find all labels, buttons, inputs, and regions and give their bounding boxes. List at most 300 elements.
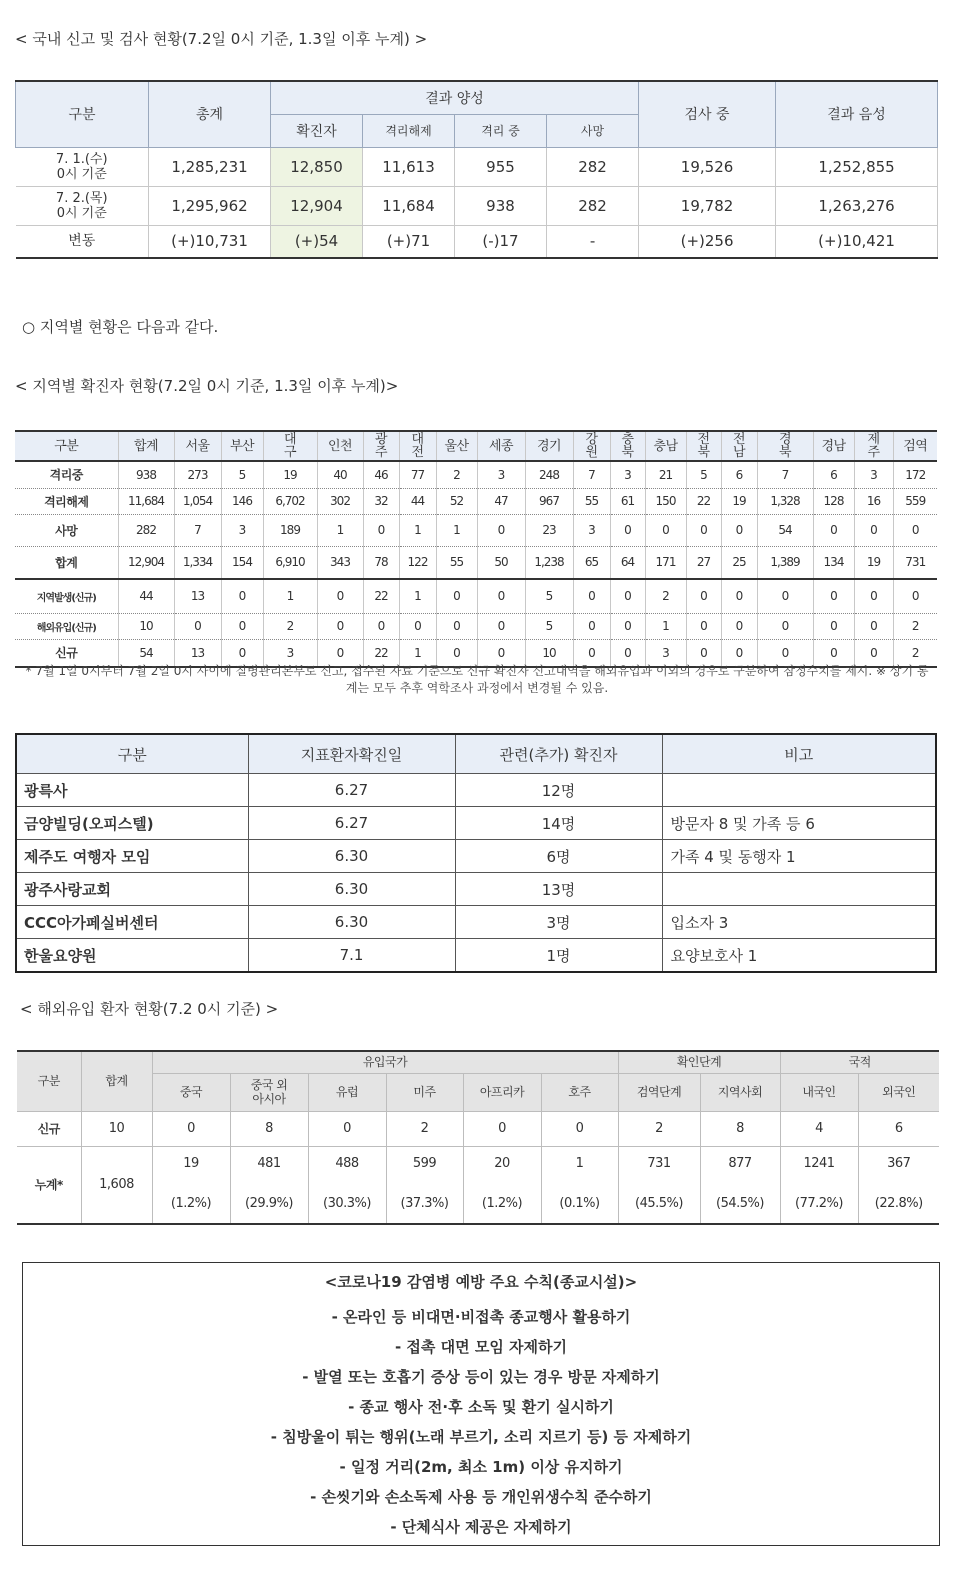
- table-cell: 0: [363, 514, 399, 546]
- table-cell: 1,238: [525, 546, 573, 579]
- table-cell: [152, 1146, 230, 1224]
- subheader: 검역단계: [618, 1073, 700, 1111]
- table-cell: 1: [317, 514, 363, 546]
- cell-confirmed: 12,850: [271, 147, 363, 186]
- table-cell: 273: [174, 461, 221, 488]
- table-cell: 5: [221, 461, 263, 488]
- prevention-rules-box: [22, 1262, 940, 1546]
- table-cell: 0: [757, 579, 813, 613]
- table-cell: 8: [230, 1111, 308, 1146]
- index-date: 6.30: [248, 906, 455, 939]
- table-cell: 1: [399, 514, 436, 546]
- cell-released: (+)71: [363, 225, 455, 258]
- table-cell: 55: [436, 546, 477, 579]
- table-cell: 4: [780, 1111, 858, 1146]
- remark: 요양보호사 1: [662, 939, 936, 973]
- table-cell: 10: [118, 613, 174, 639]
- prevention-rules-title: <코로나19 감염병 예방 주요 수칙(종교시설)>: [324, 1273, 638, 1291]
- table-cell: 0: [721, 613, 757, 639]
- cell-percent: (0.1%): [559, 1195, 600, 1211]
- header-region: 부산: [221, 431, 263, 461]
- header-region: 충 북: [610, 431, 645, 461]
- cell-total: (+)10,731: [149, 225, 271, 258]
- table-cell: 77: [399, 461, 436, 488]
- header-region: 전 북: [686, 431, 721, 461]
- prevention-rule: - 침방울이 튀는 행위(노래 부르기, 소리 지르기 등) 등 자제하기: [270, 1428, 692, 1446]
- table-cell: 0: [573, 613, 610, 639]
- row-label: 신규: [15, 639, 118, 667]
- table-cell: 6: [721, 461, 757, 488]
- table-cell: 7: [573, 461, 610, 488]
- table-cell: 5: [525, 613, 573, 639]
- table-cell: 0: [477, 613, 525, 639]
- subheader: 외국인: [858, 1073, 939, 1111]
- table-cell: 282: [118, 514, 174, 546]
- table-cell: 2: [618, 1111, 700, 1146]
- prevention-rule: - 손씻기와 손소독제 사용 등 개인위생수칙 준수하기: [310, 1488, 652, 1506]
- cell-testing: (+)256: [639, 225, 776, 258]
- cell-count: 599: [412, 1155, 437, 1171]
- index-date: 6.27: [248, 807, 455, 840]
- subheader: 아프리카: [463, 1073, 541, 1111]
- table-row: [15, 461, 937, 488]
- table-cell: [463, 1146, 541, 1224]
- table-cell: 3: [221, 514, 263, 546]
- footnote: * 7월 1일 0시부터 7월 2일 0시 사이에 질병관리본부로 신고, 접수된 자료 기준으로 신규 확진자 신고내역을 해외유입과 이외의 경우로 구분하여 잠정수치를 제시. ※ 상기 통계는 모두 추후 역학조사 과정에서 변경될 수 있음.: [25, 664, 929, 695]
- cluster-name: 한울요양원: [16, 939, 248, 973]
- table-cell: 128: [813, 488, 854, 514]
- table-cell: 19: [263, 461, 317, 488]
- header-nationality: 국적: [780, 1051, 939, 1073]
- cell-count: 481: [257, 1155, 281, 1171]
- remark: [662, 774, 936, 807]
- cell-total: 1,285,231: [149, 147, 271, 186]
- table-cell: 0: [686, 639, 721, 667]
- table-cell: 171: [645, 546, 686, 579]
- overseas-heading: < 해외유입 환자 현황(7.2 0시 기준) >: [20, 1000, 279, 1018]
- table-cell: 0: [363, 613, 399, 639]
- table-cell: 0: [813, 514, 854, 546]
- table-cell: 22: [363, 639, 399, 667]
- index-date: 6.30: [248, 840, 455, 873]
- table-cell: 44: [118, 579, 174, 613]
- cell-percent: (30.3%): [323, 1195, 371, 1211]
- subheader: 중국 외 아시아: [230, 1073, 308, 1111]
- cell-negative: (+)10,421: [776, 225, 938, 258]
- row-label: 합계: [15, 546, 118, 579]
- cell-percent: (77.2%): [795, 1195, 843, 1211]
- related-count: 6명: [455, 840, 662, 873]
- header-category: 구분: [15, 431, 118, 461]
- table-cell: 0: [317, 639, 363, 667]
- row-label: 신규: [17, 1111, 81, 1146]
- table-cell: [230, 1146, 308, 1224]
- table-cell: 0: [477, 639, 525, 667]
- table-cell: 0: [757, 613, 813, 639]
- table-cell: 1,334: [174, 546, 221, 579]
- table-cell: 19: [721, 488, 757, 514]
- header-region: 대 구: [263, 431, 317, 461]
- new-row: [17, 1111, 939, 1146]
- cell-count: 367: [887, 1155, 911, 1171]
- table-cell: 65: [573, 546, 610, 579]
- cell-count: 488: [335, 1155, 359, 1171]
- header-stage: 확인단계: [618, 1051, 780, 1073]
- table-cell: 1: [399, 579, 436, 613]
- table-cell: 19: [854, 546, 893, 579]
- table-cell: 189: [263, 514, 317, 546]
- table-cell: [618, 1146, 700, 1224]
- table-row: [15, 546, 937, 579]
- table-cell: 938: [118, 461, 174, 488]
- header-origin: 유입국가: [152, 1051, 618, 1073]
- table-cell: 5: [686, 461, 721, 488]
- header-deaths: 사망: [547, 114, 639, 147]
- table-cell: 0: [854, 514, 893, 546]
- table-cell: 6: [813, 461, 854, 488]
- header-category: 구분: [16, 734, 248, 774]
- table-cell: 0: [463, 1111, 541, 1146]
- table-cell: 2: [645, 579, 686, 613]
- cell-deaths: 282: [547, 147, 639, 186]
- table-row: [15, 488, 937, 514]
- table-cell: 52: [436, 488, 477, 514]
- header-region: 합계: [118, 431, 174, 461]
- table-cell: 47: [477, 488, 525, 514]
- table-cell: 2: [263, 613, 317, 639]
- table-cell: 3: [854, 461, 893, 488]
- table-cell: 27: [686, 546, 721, 579]
- table-cell: 0: [757, 639, 813, 667]
- table-row: [15, 613, 937, 639]
- cell-negative: 1,252,855: [776, 147, 938, 186]
- table-cell: 6,702: [263, 488, 317, 514]
- table-row: [15, 579, 937, 613]
- cell-confirmed: 12,904: [271, 186, 363, 225]
- header-category: 구분: [17, 1051, 81, 1111]
- table-cell: 0: [317, 579, 363, 613]
- table-cell: 0: [893, 579, 937, 613]
- remark: 가족 4 및 동행자 1: [662, 840, 936, 873]
- cell-percent: (37.3%): [400, 1195, 449, 1211]
- table-cell: [386, 1146, 463, 1224]
- cell-count: 1241: [803, 1155, 835, 1171]
- table-cell: 11,684: [118, 488, 174, 514]
- header-region: 강 원: [573, 431, 610, 461]
- table-cell: 10: [525, 639, 573, 667]
- index-date: 6.30: [248, 873, 455, 906]
- row-label: 변동: [16, 225, 149, 258]
- table-cell: 5: [525, 579, 573, 613]
- domestic-status-heading: < 국내 신고 및 검사 현황(7.2일 0시 기준, 1.3일 이후 누계) >: [15, 30, 428, 48]
- remark: 입소자 3: [662, 906, 936, 939]
- header-region: 서울: [174, 431, 221, 461]
- table-cell: 0: [152, 1111, 230, 1146]
- cluster-name: 광주사랑교회: [16, 873, 248, 906]
- table-cell: 8: [700, 1111, 780, 1146]
- table-cell: 0: [573, 579, 610, 613]
- header-testing: 검사 중: [639, 81, 776, 147]
- table-cell: 1: [645, 613, 686, 639]
- header-confirmed: 확진자: [271, 114, 363, 147]
- table-cell: 150: [645, 488, 686, 514]
- table-row: [16, 840, 936, 873]
- prevention-rule: - 단체식사 제공은 자제하기: [390, 1518, 572, 1536]
- table-cell: 0: [686, 514, 721, 546]
- table-cell: 2: [893, 639, 937, 667]
- table-cell: 1,054: [174, 488, 221, 514]
- table-cell: 559: [893, 488, 937, 514]
- table-cell: 146: [221, 488, 263, 514]
- table-cell: 2: [893, 613, 937, 639]
- table-cell: 343: [317, 546, 363, 579]
- remark: [662, 873, 936, 906]
- table-cell: 122: [399, 546, 436, 579]
- overseas-table: [17, 1050, 939, 1225]
- cell-percent: (1.2%): [481, 1195, 523, 1211]
- table-cell: [700, 1146, 780, 1224]
- table-cell: 0: [477, 514, 525, 546]
- table-row: [16, 147, 938, 186]
- table-cell: 7: [174, 514, 221, 546]
- table-cell: 32: [363, 488, 399, 514]
- table-cell: 44: [399, 488, 436, 514]
- header-total: 합계: [81, 1051, 152, 1111]
- table-cell: [541, 1146, 618, 1224]
- cell-isolated: (-)17: [455, 225, 547, 258]
- table-cell: 40: [317, 461, 363, 488]
- table-cell: 21: [645, 461, 686, 488]
- cell-count: 731: [647, 1155, 671, 1171]
- table-row: [16, 939, 936, 973]
- cell-isolated: 938: [455, 186, 547, 225]
- row-label: 지역발생(신규): [15, 579, 118, 613]
- table-row: [16, 774, 936, 807]
- table-cell: 54: [757, 514, 813, 546]
- table-cell: 0: [477, 579, 525, 613]
- related-count: 1명: [455, 939, 662, 973]
- cell-total: 10: [81, 1111, 152, 1146]
- related-count: 12명: [455, 774, 662, 807]
- table-cell: 154: [221, 546, 263, 579]
- table-cell: 0: [686, 579, 721, 613]
- table-cell: 2: [386, 1111, 463, 1146]
- header-region: 제 주: [854, 431, 893, 461]
- table-cell: 302: [317, 488, 363, 514]
- table-cell: 0: [854, 639, 893, 667]
- table-cell: 3: [610, 461, 645, 488]
- table-row: [16, 873, 936, 906]
- remark: 방문자 8 및 가족 등 6: [662, 807, 936, 840]
- cluster-table: [15, 733, 937, 973]
- header-region: 인천: [317, 431, 363, 461]
- cell-total: 1,295,962: [149, 186, 271, 225]
- table-cell: 1,389: [757, 546, 813, 579]
- table-cell: 0: [610, 639, 645, 667]
- cell-negative: 1,263,276: [776, 186, 938, 225]
- header-region: 검역: [893, 431, 937, 461]
- subheader: 내국인: [780, 1073, 858, 1111]
- cell-percent: (54.5%): [716, 1195, 764, 1211]
- cell-testing: 19,526: [639, 147, 776, 186]
- prevention-rule: - 발열 또는 호흡기 증상 등이 있는 경우 방문 자제하기: [302, 1368, 660, 1386]
- table-cell: 22: [686, 488, 721, 514]
- regional-table: [15, 430, 937, 668]
- prevention-rule: - 온라인 등 비대면·비접촉 종교행사 활용하기: [331, 1308, 631, 1326]
- table-cell: 13: [174, 579, 221, 613]
- table-cell: 0: [813, 613, 854, 639]
- subheader: 유럽: [308, 1073, 386, 1111]
- cluster-name: CCC아가페실버센터: [16, 906, 248, 939]
- table-cell: 1: [399, 639, 436, 667]
- prevention-rule: - 일정 거리(2m, 최소 1m) 이상 유지하기: [339, 1458, 623, 1476]
- table-cell: 0: [686, 613, 721, 639]
- header-region: 광 주: [363, 431, 399, 461]
- table-cell: 50: [477, 546, 525, 579]
- header-category: 구분: [16, 81, 149, 147]
- header-region: 경 북: [757, 431, 813, 461]
- table-cell: 0: [854, 613, 893, 639]
- table-cell: 0: [174, 613, 221, 639]
- header-region: 울산: [436, 431, 477, 461]
- cluster-name: 제주도 여행자 모임: [16, 840, 248, 873]
- table-row: [15, 514, 937, 546]
- subheader: 중국: [152, 1073, 230, 1111]
- table-cell: 55: [573, 488, 610, 514]
- table-cell: 16: [854, 488, 893, 514]
- table-cell: 3: [645, 639, 686, 667]
- table-cell: 0: [813, 579, 854, 613]
- table-cell: 0: [893, 514, 937, 546]
- cell-count: 1: [575, 1155, 584, 1171]
- index-date: 6.27: [248, 774, 455, 807]
- cell-confirmed: (+)54: [271, 225, 363, 258]
- header-region: 대 전: [399, 431, 436, 461]
- header-related-cases: 관련(추가) 확진자: [455, 734, 662, 774]
- table-cell: 6,910: [263, 546, 317, 579]
- table-row: [16, 807, 936, 840]
- table-row: [16, 906, 936, 939]
- table-cell: 7: [757, 461, 813, 488]
- header-region: 경남: [813, 431, 854, 461]
- prevention-rule: - 접촉 대면 모임 자제하기: [394, 1338, 567, 1356]
- table-cell: 23: [525, 514, 573, 546]
- table-cell: 22: [363, 579, 399, 613]
- related-count: 3명: [455, 906, 662, 939]
- table-cell: 0: [221, 579, 263, 613]
- table-cell: [308, 1146, 386, 1224]
- subheader: 미주: [386, 1073, 463, 1111]
- table-cell: 134: [813, 546, 854, 579]
- table-cell: 967: [525, 488, 573, 514]
- regional-heading: < 지역별 확진자 현황(7.2일 0시 기준, 1.3일 이후 누계)>: [15, 377, 399, 395]
- table-cell: 6: [858, 1111, 939, 1146]
- related-count: 14명: [455, 807, 662, 840]
- table-cell: 0: [308, 1111, 386, 1146]
- row-label: 격리해제: [15, 488, 118, 514]
- table-cell: 0: [221, 639, 263, 667]
- row-label: 7. 1.(수) 0시 기준: [16, 147, 149, 186]
- table-cell: 13: [174, 639, 221, 667]
- table-cell: 61: [610, 488, 645, 514]
- table-cell: 0: [721, 639, 757, 667]
- table-cell: 0: [854, 579, 893, 613]
- table-cell: 25: [721, 546, 757, 579]
- cell-released: 11,684: [363, 186, 455, 225]
- table-cell: 0: [436, 579, 477, 613]
- prevention-rule: - 종교 행사 전·후 소독 및 환기 실시하기: [348, 1398, 614, 1416]
- cell-count: 877: [728, 1155, 752, 1171]
- cluster-name: 광륵사: [16, 774, 248, 807]
- header-remarks: 비고: [662, 734, 936, 774]
- row-label: 해외유입(신규): [15, 613, 118, 639]
- table-cell: 0: [221, 613, 263, 639]
- table-cell: 3: [263, 639, 317, 667]
- table-cell: 1,328: [757, 488, 813, 514]
- table-cell: 172: [893, 461, 937, 488]
- header-index-date: 지표환자확진일: [248, 734, 455, 774]
- table-cell: 0: [813, 639, 854, 667]
- row-label: 누계*: [17, 1146, 81, 1224]
- subheader: 호주: [541, 1073, 618, 1111]
- table-cell: 0: [645, 514, 686, 546]
- table-cell: 0: [399, 613, 436, 639]
- header-positive: 결과 양성: [271, 81, 639, 114]
- header-region: 세종: [477, 431, 525, 461]
- cell-released: 11,613: [363, 147, 455, 186]
- regional-header-row: [15, 431, 937, 461]
- table-cell: 0: [610, 514, 645, 546]
- row-label: 격리중: [15, 461, 118, 488]
- table-cell: 0: [436, 613, 477, 639]
- table-cell: 2: [436, 461, 477, 488]
- cell-isolated: 955: [455, 147, 547, 186]
- table-cell: 46: [363, 461, 399, 488]
- table-cell: 731: [893, 546, 937, 579]
- cell-total: 1,608: [81, 1146, 152, 1224]
- header-isolated: 격리 중: [455, 114, 547, 147]
- header-region: 경기: [525, 431, 573, 461]
- table-row: [16, 186, 938, 225]
- domestic-test-table: [15, 80, 938, 259]
- table-cell: 0: [541, 1111, 618, 1146]
- table-cell: 1: [263, 579, 317, 613]
- table-cell: 0: [436, 639, 477, 667]
- header-negative: 결과 음성: [776, 81, 938, 147]
- subheader: 지역사회: [700, 1073, 780, 1111]
- table-cell: 64: [610, 546, 645, 579]
- table-cell: 1: [436, 514, 477, 546]
- cluster-name: 금양빌딩(오피스텔): [16, 807, 248, 840]
- regional-note: ○ 지역별 현황은 다음과 같다.: [22, 318, 219, 336]
- cell-percent: (29.9%): [245, 1195, 293, 1211]
- index-date: 7.1: [248, 939, 455, 973]
- related-count: 13명: [455, 873, 662, 906]
- cell-testing: 19,782: [639, 186, 776, 225]
- change-row: [16, 225, 938, 258]
- table-cell: 0: [573, 639, 610, 667]
- header-total: 총계: [149, 81, 271, 147]
- table-cell: 3: [477, 461, 525, 488]
- cumulative-row: [17, 1146, 939, 1224]
- table-cell: 12,904: [118, 546, 174, 579]
- header-region: 충남: [645, 431, 686, 461]
- table-cell: 0: [610, 613, 645, 639]
- cell-count: 20: [494, 1155, 510, 1171]
- row-label: 사망: [15, 514, 118, 546]
- table-cell: 0: [317, 613, 363, 639]
- table-cell: 3: [573, 514, 610, 546]
